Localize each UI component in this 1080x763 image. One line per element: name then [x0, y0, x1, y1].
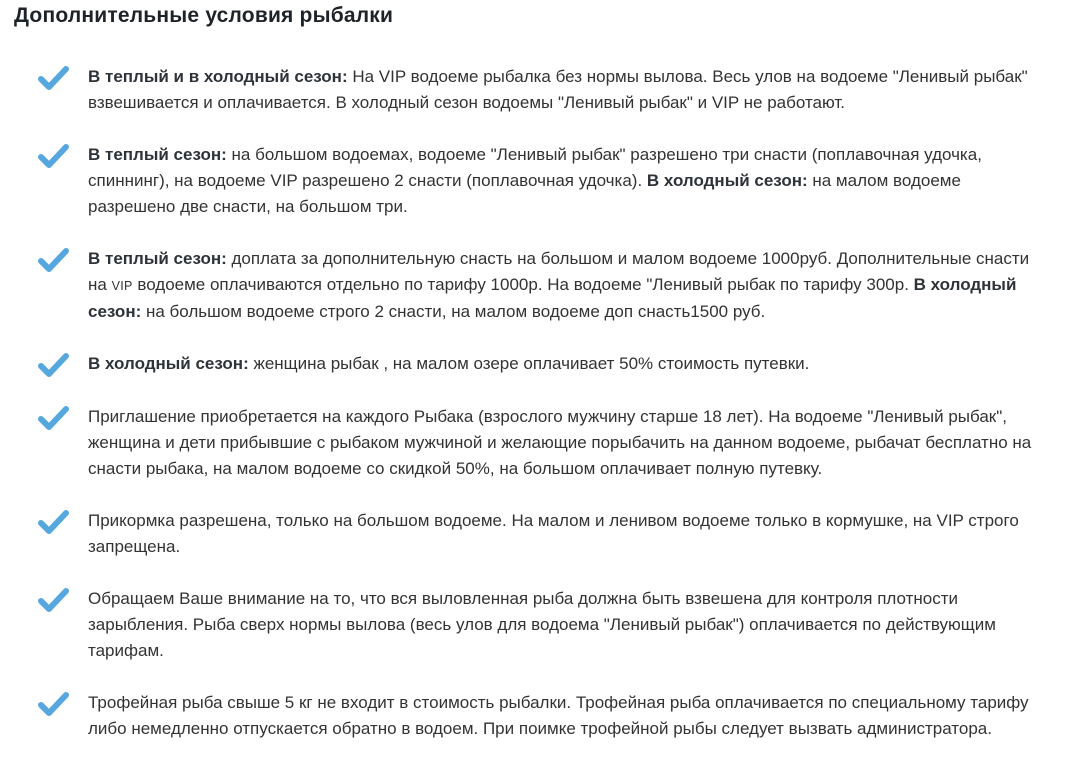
condition-text [88, 351, 809, 377]
text-segment: на большом водоеме строго 2 снасти, на малом водоеме доп снасть1500 руб. [145, 302, 766, 321]
list-item [38, 64, 1040, 116]
list-item [38, 586, 1040, 664]
text-segment: Трофейная рыба свыше 5 кг не входит в стоимость рыбалки. Трофейная рыба оплачивается по специальному тарифу либо немедленно отпускается обратно в водоем. При поимке трофейной рыбы следует вызвать администратора. [88, 693, 1029, 738]
list-item [38, 142, 1040, 220]
condition-text [88, 64, 1040, 116]
check-icon [38, 144, 69, 169]
text-segment: В теплый сезон: [88, 145, 232, 164]
text-segment: На VIP водоеме рыбалка без нормы вылова. Весь улов на водоеме "Ленивый рыбак" взвешивается и оплачивается. В холодный сезон водоемы "Ленивый рыбак" и VIP не работают. [88, 67, 1028, 112]
check-icon [38, 353, 69, 378]
list-item [38, 508, 1040, 560]
check-icon [38, 248, 69, 273]
condition-text [88, 142, 1040, 220]
text-segment: на большом водоемах, водоеме "Ленивый рыбак" разрешено три снасти (поплавочная удочка, спиннинг), на водоеме VIP разрешено 2 снасти (поплавочная удочка). [88, 145, 982, 190]
condition-text [88, 586, 1040, 664]
check-icon [38, 692, 69, 717]
condition-text [88, 246, 1040, 325]
text-segment: В холодный сезон: [88, 275, 1017, 321]
check-icon [38, 588, 69, 613]
condition-text [88, 508, 1040, 560]
page-title: Дополнительные условия рыбалки [14, 4, 394, 27]
text-segment: VIP [111, 279, 133, 293]
text-segment: Обращаем Ваше внимание на то, что вся выловленная рыба должна быть взвешена для контроля плотности зарыбления. Рыба сверх нормы вылова (весь улов для водоема "Ленивый рыбак") оплачивается по действующим тарифам. [88, 589, 996, 660]
list-item [38, 690, 1040, 742]
text-segment: В теплый сезон: [88, 249, 232, 268]
list-item [38, 351, 1040, 378]
text-segment: женщина рыбак , на малом озере оплачивает 50% стоимость путевки. [253, 354, 810, 373]
text-segment: Приглашение приобретается на каждого Рыбака (взрослого мужчину старше 18 лет). На водоеме "Ленивый рыбак", женщина и дети прибывшие с рыбаком мужчиной и желающие порыбачить на данном водоеме, рыбачат бесплатно на снасти рыбака, на малом водоеме со скидкой 50%, на большом оплачивает полную путевку. [88, 407, 1032, 478]
text-segment: В холодный сезон: [646, 171, 813, 190]
text-segment: В теплый и в холодный сезон: [88, 67, 353, 86]
conditions-list [0, 64, 1080, 742]
text-segment: В холодный сезон: [88, 354, 254, 373]
condition-text [88, 690, 1040, 742]
text-segment: доплата за дополнительную снасть на большом и малом водоеме 1000руб. Дополнительные снасти на [88, 249, 1030, 294]
list-item [38, 246, 1040, 325]
check-icon [38, 510, 69, 535]
check-icon [38, 406, 69, 431]
check-icon [38, 66, 69, 91]
list-item [38, 404, 1040, 482]
text-segment: водоеме оплачиваются отдельно по тарифу 1000р. На водоеме "Ленивый рыбак по тарифу 300р. [132, 275, 914, 294]
text-segment: Прикормка разрешена, только на большом водоеме. На малом и ленивом водоеме только в кормушке, на VIP строго запрещена. [88, 511, 1019, 556]
text-segment: на малом водоеме разрешено две снасти, на большом три. [88, 171, 961, 216]
condition-text [88, 404, 1040, 482]
